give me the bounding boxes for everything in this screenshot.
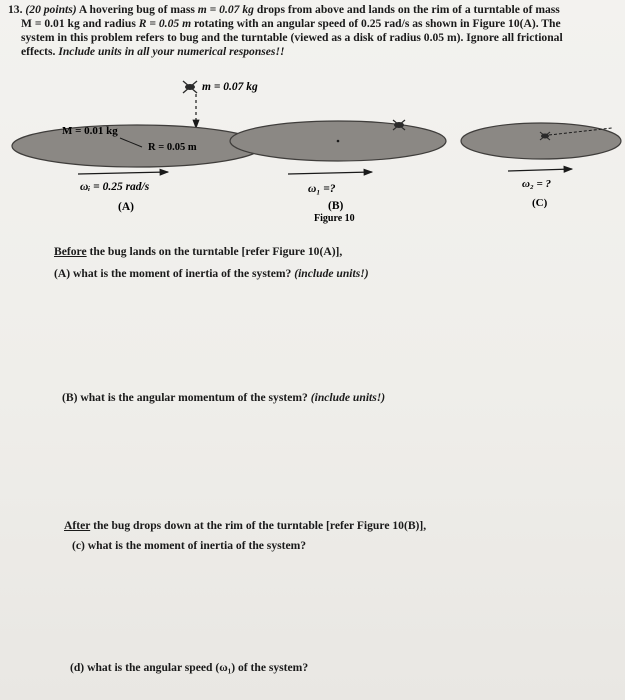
question-a xyxy=(54,267,369,280)
question-a-label: (A) xyxy=(54,267,73,280)
rotation-arrow-b xyxy=(288,172,372,174)
question-b xyxy=(62,391,385,404)
units-reminder: Include units in all your numerical responses!! xyxy=(58,45,285,58)
after-word: After xyxy=(64,519,91,532)
after-heading xyxy=(64,519,426,532)
problem-line4-a: effects. xyxy=(21,45,59,58)
omega-2-label: ω₂ = ? xyxy=(522,178,552,190)
problem-text-a: A hovering bug of mass xyxy=(78,3,198,16)
turntable-disk-c xyxy=(461,123,621,159)
before-rest: the bug lands on the turntable [refer Figure 10(A)], xyxy=(86,245,343,258)
question-b-label: (B) xyxy=(62,391,81,404)
bug-mass-label: m = 0.07 kg xyxy=(202,81,258,93)
question-a-text: what is the moment of inertia of the system? xyxy=(73,267,295,280)
question-c-text: what is the moment of inertia of the system? xyxy=(87,539,307,552)
figure-10 xyxy=(0,70,625,230)
question-d-label: (d) xyxy=(70,661,88,674)
problem-line2-a: M = 0.01 kg and radius xyxy=(21,17,139,30)
omega-i-label: ωᵢ = 0.25 rad/s xyxy=(80,181,150,193)
bug-mass-expr: m = 0.07 kg xyxy=(197,3,254,16)
question-b-text: what is the angular momentum of the system? xyxy=(80,391,311,404)
problem-points: (20 points) xyxy=(25,3,77,16)
hovering-bug-icon xyxy=(183,81,197,93)
figure-caption: Figure 10 xyxy=(314,213,355,224)
omega-1-label: ω₁ =? xyxy=(308,183,336,195)
disk-b-center-dot xyxy=(337,140,340,143)
problem-number: 13. xyxy=(8,3,23,16)
before-word: Before xyxy=(54,245,87,258)
panel-label-b: (B) xyxy=(328,200,344,212)
problem-statement xyxy=(8,3,614,59)
before-heading xyxy=(54,245,342,258)
rotation-arrow-a xyxy=(78,172,168,174)
after-rest: the bug drops down at the rim of the turntable [refer Figure 10(B)], xyxy=(90,519,427,532)
disk-mass-label: M = 0.01 kg xyxy=(62,125,118,137)
radius-expr: R = 0.05 m xyxy=(138,17,192,30)
question-c-label: (c) xyxy=(72,539,88,552)
rotation-arrow-c xyxy=(508,169,572,171)
question-b-hint: (include units!) xyxy=(310,391,386,404)
turntable-disk-a xyxy=(12,125,262,167)
problem-line3: system in this problem refers to bug and the turntable (viewed as a disk of radius 0.05 m). Ignore all frictional xyxy=(21,31,563,44)
panel-label-a: (A) xyxy=(118,201,134,213)
question-a-hint: (include units!) xyxy=(294,267,369,280)
question-c xyxy=(72,539,306,552)
question-d-text: what is the angular speed (ω₁) of the system? xyxy=(87,661,309,674)
problem-text-b: drops from above and lands on the rim of a turntable of mass xyxy=(253,3,560,16)
question-d xyxy=(70,661,308,674)
panel-label-c: (C) xyxy=(532,197,548,209)
problem-line2-b: rotating with an angular speed of 0.25 rad/s as shown in Figure 10(A). The xyxy=(191,17,561,30)
radius-label: R = 0.05 m xyxy=(148,142,197,153)
